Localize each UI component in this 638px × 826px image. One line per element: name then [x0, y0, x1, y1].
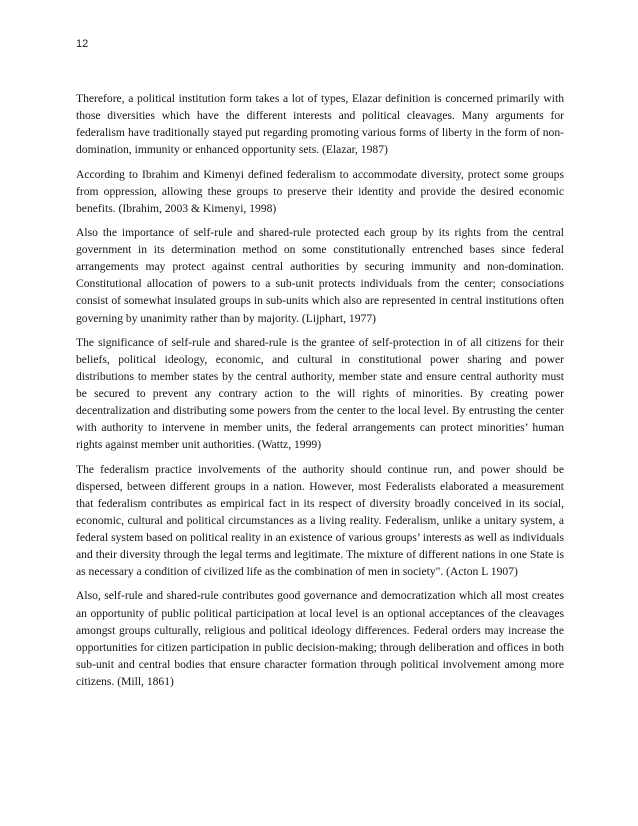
paragraph-wattz: The significance of self-rule and shared-rule is the grantee of self-protection in of all citizens for their beliefs, political ideology, economic, and cultural in constitutional power sharing and power distributions to member states by the central authority, member state and ensure central authority must be secured to prevent any contrary action to the will rights of minorities. By creating power decentralization and distributing some powers from the center to the local level. By entrusting the center with authority to intervene in member units, the federal arrangements can protect minorities’ human rights against member unit authorities. (Wattz, 1999) [76, 335, 564, 452]
paragraph-ibrahim-kimenyi: According to Ibrahim and Kimenyi defined federalism to accommodate diversity, protect some groups from oppression, allowing these groups to preserve their identity and provide the desired economic benefits. (Ibrahim, 2003 & Kimenyi, 1998) [76, 167, 564, 215]
paragraph-lijphart: Also the importance of self-rule and shared-rule protected each group by its rights from the central government in its determination method on some constitutionally entrenched bases since federal arrangements may protect against central authorities by securing immunity and non-domination. Constitutional allocation of powers to a sub-unit protects individuals from the center; consociations consist of somewhat insulated groups in sub-units which also are represented in central institutions often governing by unanimity rather than by majority. (Lijphart, 1977) [76, 226, 564, 325]
paragraph-mill: Also, self-rule and shared-rule contributes good governance and democratization which all most creates an opportunity of public political participation at local level is an optional acceptances of the cleavages amongst groups culturally, religious and political ideology differences. Federal orders may increase the opportunities for citizen participation in public decision-making; through deliberation and offices in both sub-unit and central bodies that ensure character formation through political involvement among more citizens. (Mill, 1861) [76, 589, 564, 688]
paragraph-elazar: Therefore, a political institution form takes a lot of types, Elazar definition is concerned primarily with those diversities which have the different interests and political cleavages. Many arguments for federalism have traditionally stayed put regarding promoting various forms of liberty in the form of non-domination, immunity or enhanced opportunity sets. (Elazar, 1987) [76, 92, 564, 157]
page-number: 12 [76, 38, 89, 50]
paragraph-acton: The federalism practice involvements of the authority should continue run, and power should be dispersed, between different groups in a nation. However, most Federalists elaborated a measurement that federalism contributes as empirical fact in its respect of diversity broadly conceived in its social, economic, cultural and political circumstances as a living reality. Federalism, unlike a unitary system, a federal system based on political reality in an existence of various groups’ interests as well as individuals and their diversity through the legal terms and legitimate. The mixture of different nations in one State is as necessary a condition of civilized life as the combination of men in society". (Acton L 1907) [76, 462, 564, 579]
body-text [76, 90, 564, 697]
